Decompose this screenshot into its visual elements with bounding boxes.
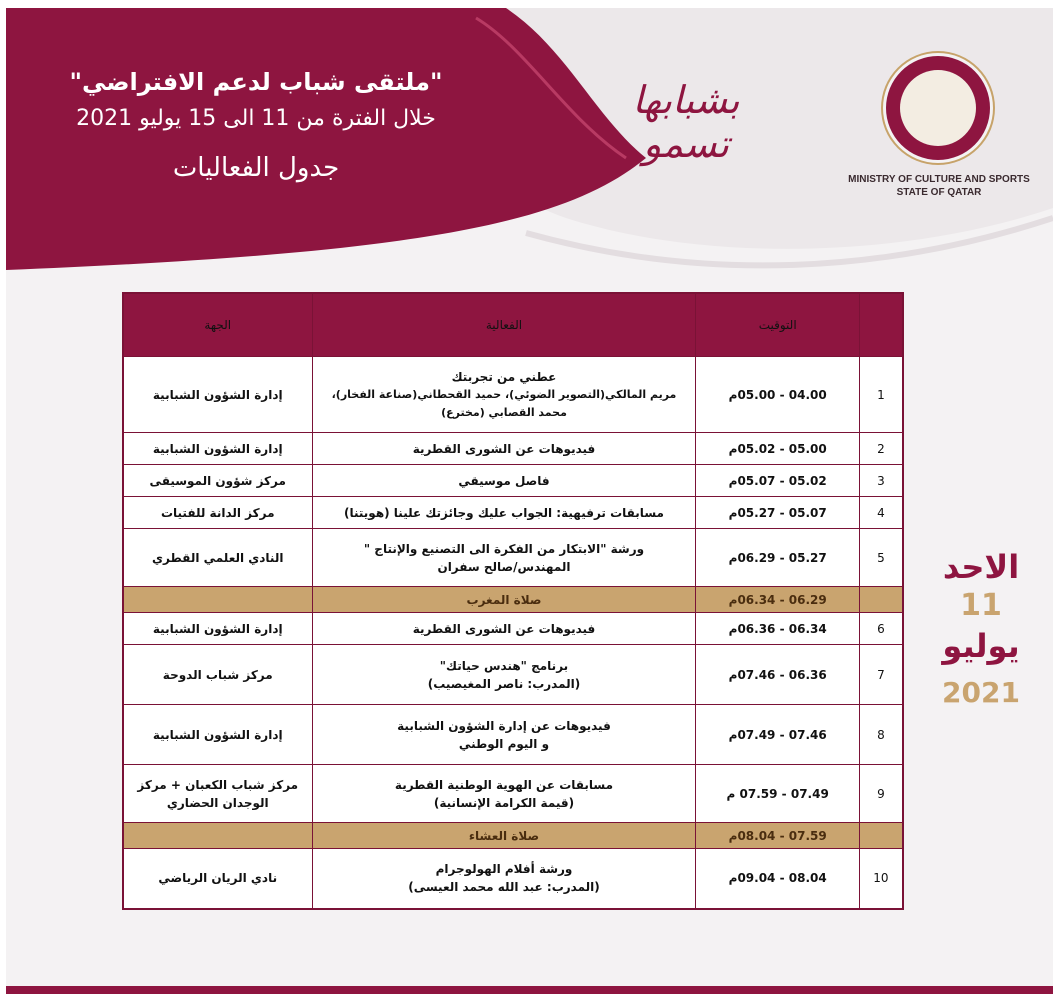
activity-line: (قيمة الكرامة الإنسانية) bbox=[433, 795, 575, 810]
row-activity bbox=[312, 705, 696, 765]
event-title: "ملتقى شباب لدعم الافتراضي" bbox=[69, 68, 443, 96]
header-activity: الفعالية bbox=[312, 293, 696, 357]
table-row bbox=[123, 645, 903, 705]
row-organizer: مركز شباب الكعبان + مركز الوجدان الحضاري bbox=[123, 765, 312, 823]
activity-line: مسابقات عن الهوية الوطنية القطرية bbox=[394, 777, 614, 792]
row-number: 6 bbox=[859, 613, 903, 645]
prayer-row-number bbox=[859, 823, 903, 849]
row-time: 06.36 - 07.46م bbox=[696, 645, 859, 705]
header-number bbox=[859, 293, 903, 357]
table-header-row bbox=[123, 293, 903, 357]
day-date-block bbox=[926, 548, 1036, 709]
event-title-block bbox=[46, 68, 466, 183]
row-activity bbox=[312, 849, 696, 909]
activity-line: فاصل موسيقي bbox=[458, 473, 550, 488]
ministry-emblem-icon bbox=[886, 56, 990, 160]
row-time: 05.27 - 06.29م bbox=[696, 529, 859, 587]
row-activity bbox=[312, 465, 696, 497]
row-organizer: النادي العلمي القطري bbox=[123, 529, 312, 587]
row-number: 9 bbox=[859, 765, 903, 823]
row-activity bbox=[312, 433, 696, 465]
row-time: 07.46 - 07.49م bbox=[696, 705, 859, 765]
year: 2021 bbox=[942, 676, 1020, 709]
prayer-row-number bbox=[859, 587, 903, 613]
row-number: 2 bbox=[859, 433, 903, 465]
prayer-label: صلاة العشاء bbox=[312, 823, 696, 849]
prayer-time: 06.29 - 06.34م bbox=[696, 587, 859, 613]
row-time: 08.04 - 09.04م bbox=[696, 849, 859, 909]
activity-line: عطني من تجربتك bbox=[451, 369, 557, 384]
activity-line: ورشة "الابتكار من الفكرة الى التصنيع والإنتاج " bbox=[363, 541, 645, 556]
row-organizer: إدارة الشؤون الشبابية bbox=[123, 357, 312, 433]
month-name: يوليو bbox=[942, 627, 1020, 665]
table-row bbox=[123, 613, 903, 645]
schedule-body bbox=[123, 357, 903, 909]
table-row bbox=[123, 465, 903, 497]
bottom-bar bbox=[6, 986, 1053, 994]
table-row bbox=[123, 357, 903, 433]
row-activity bbox=[312, 497, 696, 529]
row-number: 3 bbox=[859, 465, 903, 497]
header-organizer: الجهة bbox=[123, 293, 312, 357]
row-number: 4 bbox=[859, 497, 903, 529]
row-organizer: مركز الدانة للفتيات bbox=[123, 497, 312, 529]
activity-line: فيديوهات عن الشورى القطرية bbox=[412, 621, 596, 636]
prayer-row bbox=[123, 587, 903, 613]
prayer-row-organizer bbox=[123, 823, 312, 849]
row-organizer: مركز شؤون الموسيقى bbox=[123, 465, 312, 497]
row-activity bbox=[312, 765, 696, 823]
slogan-calligraphy: بشبابها تسمو bbox=[632, 78, 740, 166]
day-number: 11 bbox=[960, 588, 1002, 623]
table-row bbox=[123, 529, 903, 587]
row-time: 04.00 - 05.00م bbox=[696, 357, 859, 433]
activity-line: و اليوم الوطني bbox=[458, 736, 550, 751]
table-row bbox=[123, 497, 903, 529]
row-time: 05.07 - 05.27م bbox=[696, 497, 859, 529]
row-organizer: إدارة الشؤون الشبابية bbox=[123, 613, 312, 645]
ministry-name: MINISTRY OF CULTURE AND SPORTS STATE OF QATAR bbox=[848, 174, 1030, 198]
table-row bbox=[123, 433, 903, 465]
row-organizer: إدارة الشؤون الشبابية bbox=[123, 433, 312, 465]
activity-line: (المدرب: ناصر المغيصيب) bbox=[427, 676, 581, 691]
row-time: 06.34 - 06.36م bbox=[696, 613, 859, 645]
activity-line: محمد القصابي (مخترع) bbox=[441, 405, 567, 419]
prayer-time: 07.59 - 08.04م bbox=[696, 823, 859, 849]
table-row bbox=[123, 765, 903, 823]
row-time: 05.00 - 05.02م bbox=[696, 433, 859, 465]
activity-line: فيديوهات عن الشورى القطرية bbox=[412, 441, 596, 456]
row-time: 07.49 - 07.59 م bbox=[696, 765, 859, 823]
header-time: التوقيت bbox=[696, 293, 859, 357]
table-row bbox=[123, 849, 903, 909]
row-number: 1 bbox=[859, 357, 903, 433]
activity-line: برنامج "هندس حياتك" bbox=[439, 658, 569, 673]
schedule-heading: جدول الفعاليات bbox=[172, 153, 340, 183]
row-activity bbox=[312, 645, 696, 705]
activity-line: فيديوهات عن إدارة الشؤون الشبابية bbox=[397, 718, 611, 733]
row-organizer: نادي الريان الرياضي bbox=[123, 849, 312, 909]
row-activity bbox=[312, 357, 696, 433]
row-organizer: مركز شباب الدوحة bbox=[123, 645, 312, 705]
prayer-row bbox=[123, 823, 903, 849]
row-number: 5 bbox=[859, 529, 903, 587]
activity-line: (المدرب: عبد الله محمد العيسى) bbox=[408, 880, 600, 895]
table-row bbox=[123, 705, 903, 765]
row-number: 8 bbox=[859, 705, 903, 765]
event-period: خلال الفترة من 11 الى 15 يوليو 2021 bbox=[76, 106, 436, 131]
activity-line: مسابقات ترفيهية: الجواب عليك وجائزتك علينا (هويتنا) bbox=[344, 505, 664, 520]
prayer-row-organizer bbox=[123, 587, 312, 613]
activity-line: ورشة أفلام الهولوجرام bbox=[435, 862, 573, 877]
prayer-label: صلاة المغرب bbox=[312, 587, 696, 613]
row-number: 7 bbox=[859, 645, 903, 705]
row-activity bbox=[312, 529, 696, 587]
schedule-table bbox=[122, 292, 904, 910]
day-name: الاحد bbox=[942, 548, 1020, 586]
activity-line: المهندس/صالح سفران bbox=[437, 559, 571, 574]
row-number: 10 bbox=[859, 849, 903, 909]
row-activity bbox=[312, 613, 696, 645]
row-organizer: إدارة الشؤون الشبابية bbox=[123, 705, 312, 765]
row-time: 05.02 - 05.07م bbox=[696, 465, 859, 497]
activity-line: مريم المالكي(التصوير الضوئي)، حميد القحطاني(صناعة الفخار)، bbox=[331, 387, 677, 401]
